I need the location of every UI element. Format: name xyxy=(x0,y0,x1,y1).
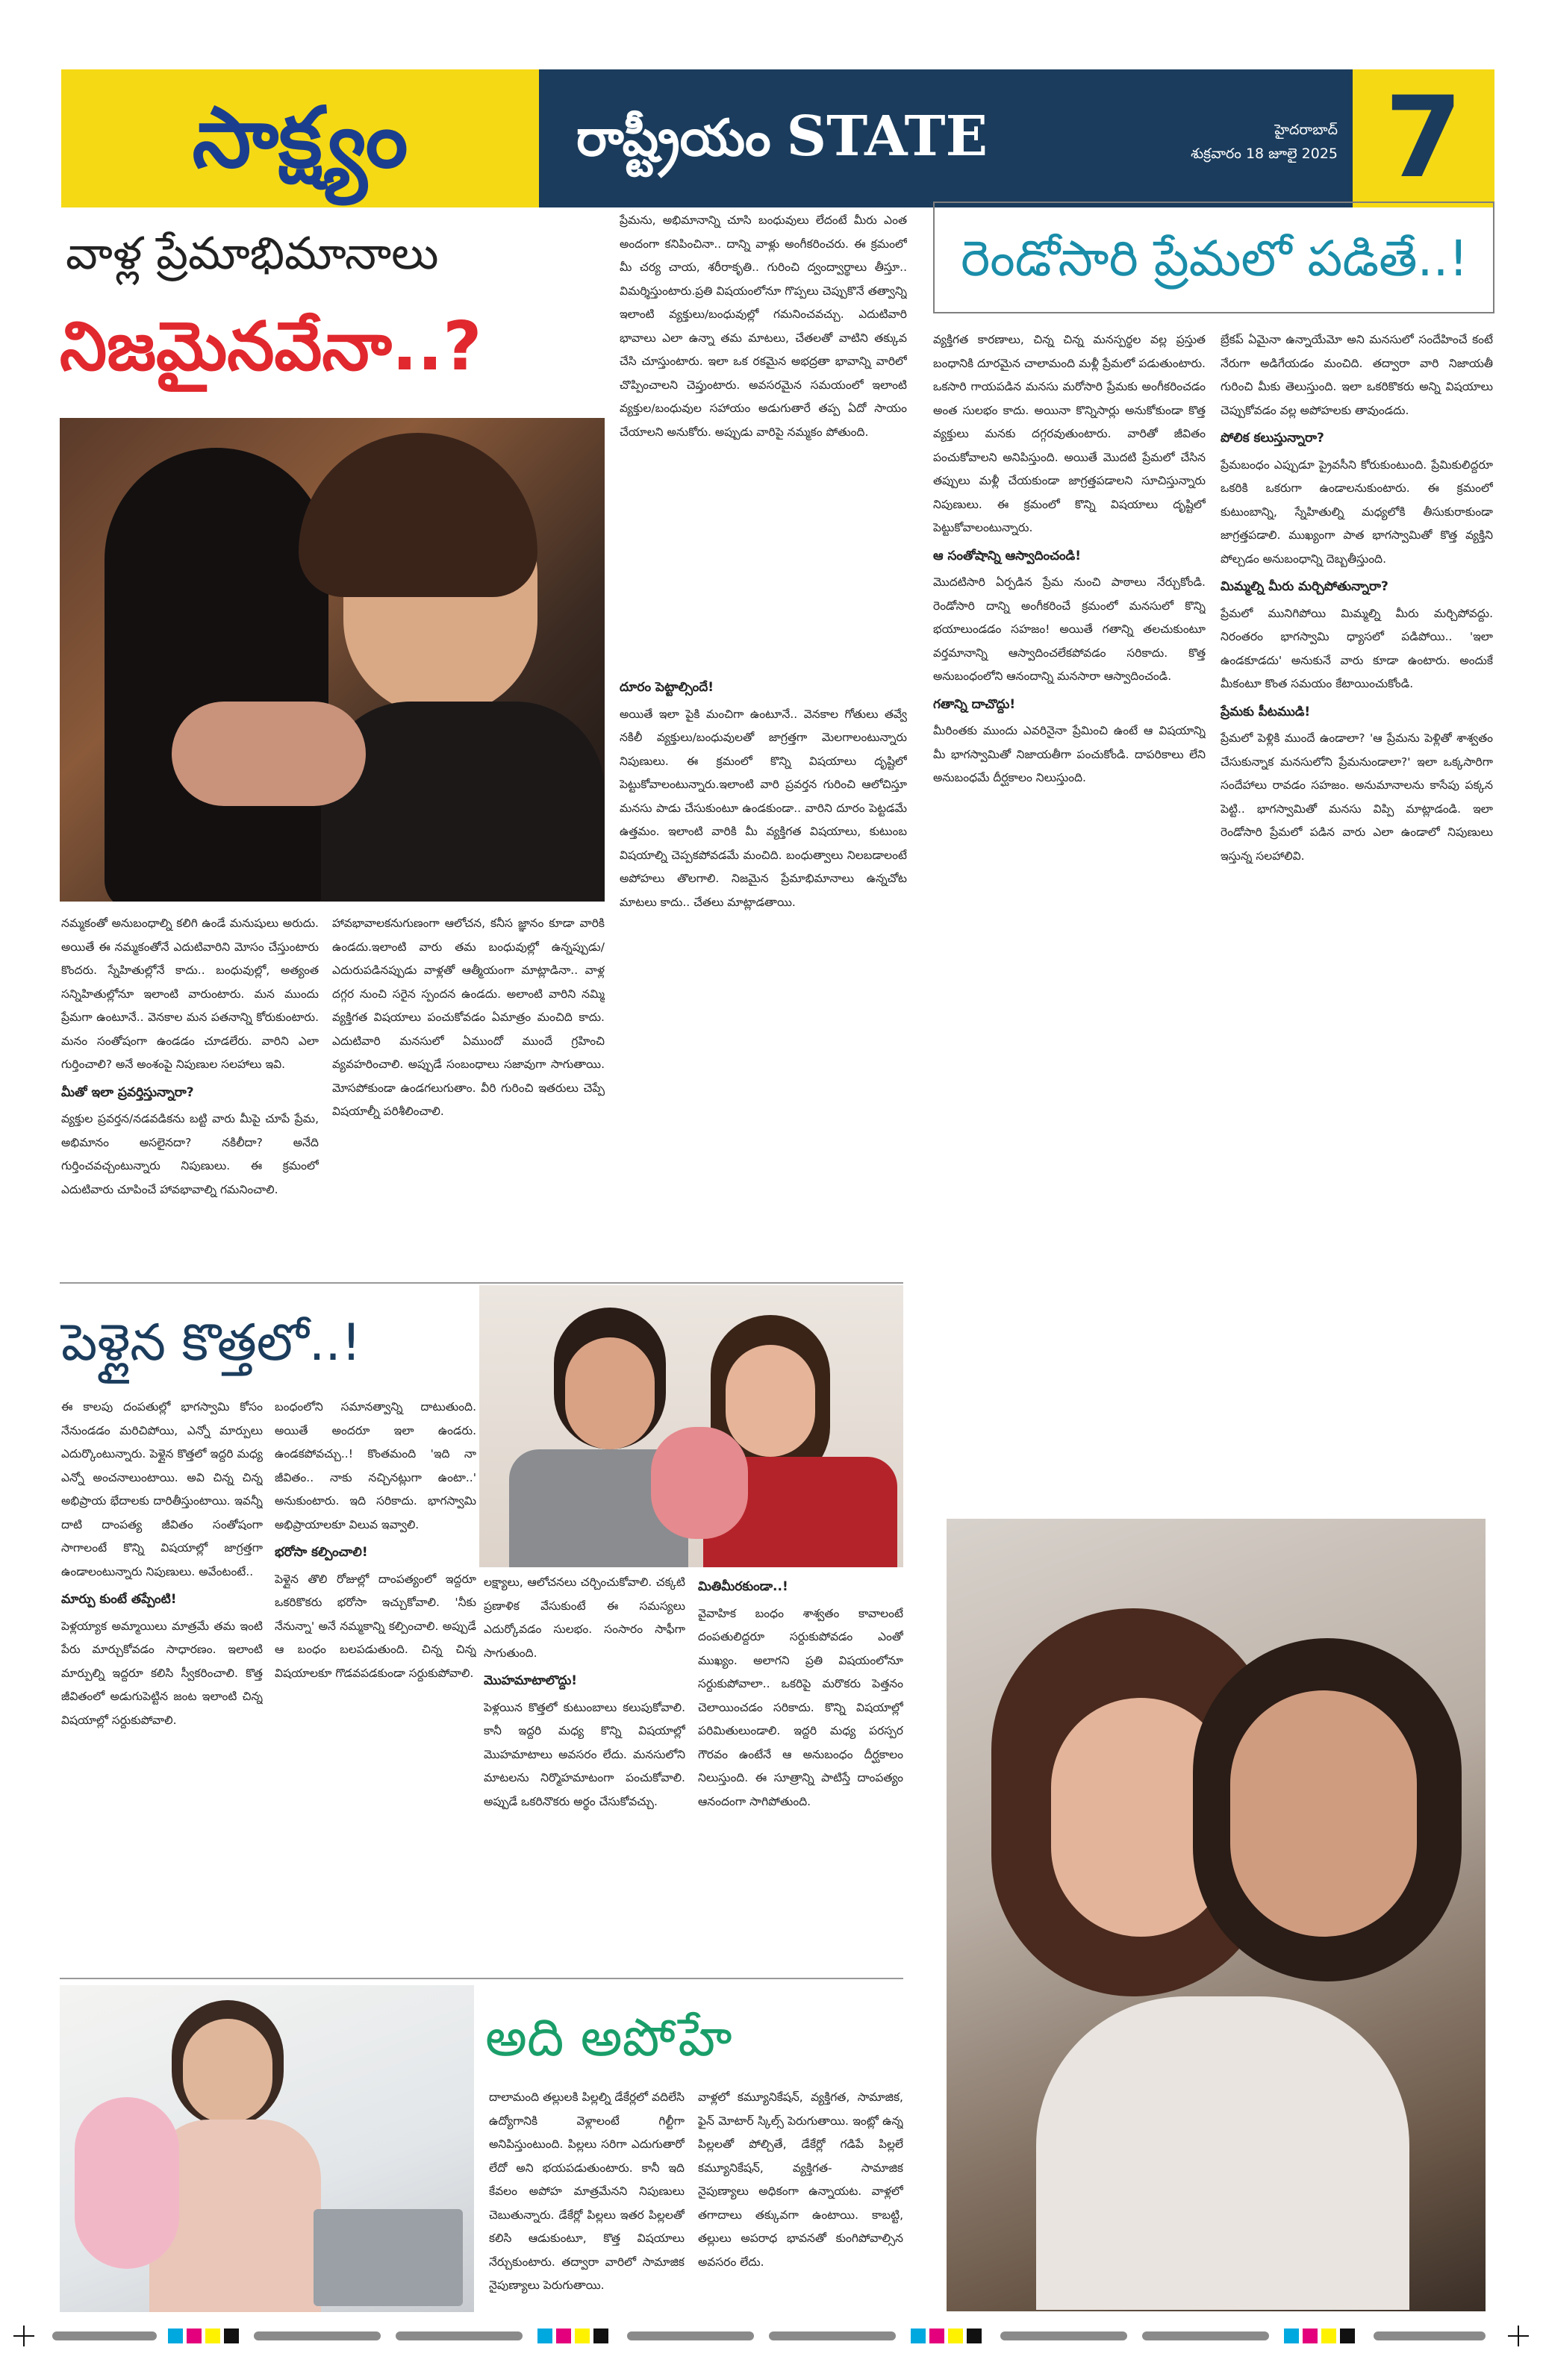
section-title-english: STATE xyxy=(786,104,988,169)
article1-subheading-behaviour: మీతో ఇలా ప్రవర్తిస్తున్నారా? xyxy=(61,1084,194,1100)
article2-subheading-enjoy: ఆ సంతోషాన్ని ఆస్వాదించండి! xyxy=(933,548,1081,563)
article4-col1: దాలామంది తల్లులకి పిల్లల్ని డేకేర్లలో వదిలేసి ఉద్యోగానికి వెళ్లాలంటే గిల్టీగా అనిపిస్తుంటుంది. పిల్లలు సరిగా ఎదుగుతారో లేదో అని భయపడుతుంటారు. కానీ ఇది కేవలం అపోహ మాత్రమేనని నిపుణులు చెబుతున్నారు. డేకేర్లో పిల్లలు ఇతర పిల్లలతో కలిసి ఆడుకుంటూ, కొత్త విషయాలు నేర్చుకుంటారు. తద్వారా వారిలో సామాజిక నైపుణ్యాలు పెరుగుతాయి. xyxy=(489,2090,685,2292)
page-number-box xyxy=(1353,69,1494,207)
article1-col4: హావభావాలకనుగుణంగా ఆలోచన, కనీస జ్ఞానం కూడా వారికి ఉండదు.ఇలాంటి వారు తమ బంధువుల్లో ఉన్నప్పుడు/ఎదురుపడినప్పుడు వాళ్లతో ఆత్మీయంగా మాట్లాడినా.. వాళ్ల దగ్గర నుంచి సరైన స్పందన ఉండదు. అలాంటి వారిని నమ్మి వ్యక్తిగత విషయాలు పంచుకోవడం ఏమాత్రం మంచిది కాదు. ఎదుటివారి మనసులో ఏముందో ముందే గ్రహించి వ్యవహరించాలి. అప్పుడే సంబంధాలు సజావుగా సాగుతాయి. మోసపోకుండా ఉండగలుగుతాం. వీరి గురించి ఇతరులు చెప్పే విషయాల్నీ పరిశీలించాలి. xyxy=(332,916,605,1118)
article1-kicker: వాళ్ల ప్రేమాభిమానాలు xyxy=(66,228,439,280)
logo-box xyxy=(61,69,539,207)
city: హైదరాబాద్ xyxy=(1274,122,1338,138)
article2-photo-couple xyxy=(947,1519,1486,2311)
article1-headline: నిజమైనవేనా..? xyxy=(60,307,482,386)
article3-photo-piggy-bank xyxy=(479,1285,903,1567)
article4-photo-mother-baby xyxy=(60,1985,474,2312)
article3-headline: పెళ్లైన కొత్తలో..! xyxy=(61,1314,362,1372)
article3-subheading-change: మార్పు కుంటే తప్పేంటి! xyxy=(61,1592,177,1607)
masthead xyxy=(61,69,1494,207)
section-title xyxy=(576,92,988,181)
article3-col4: మితిమీరకుండా..! వైవాహిక బంధం శాశ్వతం కావాలంటే దంపతులిద్దరూ సర్దుకుపోవడం ఎంతో ముఖ్యం. అలాగని ప్రతి విషయంలోనూ సర్దుకుపోవాలా.. ఒకరిపై మరొకరు పెత్తనం చెలాయించడం సరికాదు. కొన్ని విషయాల్లో పరిమితులుండాలి. ఇద్దరి మధ్య పరస్పర గౌరవం ఉంటేనే ఆ అనుబంధం దీర్ఘకాలం నిలుస్తుంది. ఈ సూత్రాన్ని పాటిస్తే దాంపత్యం ఆనందంగా సాగిపోతుంది. xyxy=(698,1571,903,1970)
divider-article4-top xyxy=(60,1978,903,1979)
article4-col2: వాళ్లలో కమ్యూనికేషన్, వ్యక్తిగత, సామాజిక, ఫైన్ మోటార్ స్కిల్స్ పెరుగుతాయి. ఇంట్లో ఉన్న పిల్లలతో పోల్చితే, డేకేర్లో గడిపే పిల్లలే కమ్యూనికేషన్, వ్యక్తిగత- సామాజిక నైపుణ్యాలు అధికంగా ఉన్నాయట. వాళ్లలో తగాదాలు తక్కువగా ఉంటాయి. కాబట్టి, తల్లులు అపరాధ భావనతో కుంగిపోవాల్సిన అవసరం లేదు. xyxy=(698,2090,903,2269)
article2-col1: వ్యక్తిగత కారణాలు, చిన్న చిన్న మనస్పర్థల వల్ల ప్రస్తుత బంధానికి దూరమైన చాలామంది మళ్లీ ప్రేమలో పడుతుంటారు. ఒకసారి గాయపడిన మనసు మరోసారి ప్రేమకు అంగీకరించడం అంత సులభం కాదు. అయినా కొన్నిసార్లు అనుకోకుండా కొత్త వ్యక్తులు మనకు దగ్గరవుతుంటారు. వారితో జీవితం పంచుకోవాలని అనిపిస్తుంది. అయితే మొదటి ప్రేమలో చేసిన తప్పులు మళ్లీ చేయకుండా జాగ్రత్తపడాలని సూచిస్తున్నారు నిపుణులు. ఈ క్రమంలో కొన్ని విషయాలు దృష్టిలో పెట్టుకోవాలంటున్నారు. ఆ సంతోషాన్ని ఆస్వాదించండి! మొదటిసారి ఏర్పడిన ప్రేమ నుంచి పాఠాలు నేర్చుకోండి. రెండోసారి దాన్ని అంగీకరించే క్రమంలో మనసులో కొన్ని భయాలుండడం సహజం! అయితే గతాన్ని తలచుకుంటూ వర్తమానాన్ని ఆస్వాదించలేకపోవడం సరికాదు. కొత్త అనుబంధంలోని ఆనందాన్ని మనసారా ఆస్వాదించండి. గతాన్ని దాచొద్దు! మీరింతకు ముందు ఎవరినైనా ప్రేమించి ఉంటే ఆ విషయాన్ని మీ భాగస్వామితో నిజాయతీగా పంచుకోండి. దాపరికాలు లేని అనుబంధమే దీర్ఘకాలం నిలుస్తుంది. xyxy=(933,333,1206,784)
article2-subheading-knot: ప్రేమకు పీటముడి! xyxy=(1221,704,1311,719)
article4-headline: అది అపోహే xyxy=(485,2007,732,2068)
article2-headline: రెండోసారి ప్రేమలో పడితే..! xyxy=(961,230,1468,287)
article3-col1: ఈ కాలపు దంపతుల్లో భాగస్వామి కోసం నేనుండడం మరిచిపోయి, ఎన్నో మార్పులు ఎదుర్కొంటున్నారు. పెళ్లైన కొత్తలో ఇద్దరి మధ్య ఎన్నో అంచనాలుంటాయి. అవి చిన్న చిన్న అభిప్రాయ భేదాలకు దారితీస్తుంటాయి. ఇవన్నీ దాటి దాంపత్య జీవితం సంతోషంగా సాగాలంటే కొన్ని విషయాల్లో జాగ్రత్తగా ఉండాలంటున్నారు నిపుణులు. అవేంటంటే.. మార్పు కుంటే తప్పేంటి! పెళ్లయ్యాక అమ్మాయిలు మాత్రమే తమ ఇంటి పేరు మార్చుకోవడం సాధారణం. ఇలాంటి మార్పుల్ని ఇద్దరూ కలిసి స్వీకరించాలి. కొత్త జీవితంలో అడుగుపెట్టిన జంట ఇలాంటి చిన్న విషయాల్లో సర్దుకుపోవాలి. xyxy=(61,1400,263,1727)
article3-subheading-assurance: భరోసా కల్పించాలి! xyxy=(275,1545,368,1560)
article1-col1: ప్రేమను, అభిమానాన్ని చూసి బంధువులు లేదంటే మీరు ఎంత అందంగా కనిపించినా.. దాన్ని వాళ్లు అంగీకరించరు. ఈ క్రమంలో మీ చర్య చాయ, శరీరాకృతి.. గురించి ద్వంద్వార్థాలు తీస్తూ.. విమర్శిస్తుంటారు.ప్రతి విషయంలోనూ గొప్పలు చెప్పుకొనే తత్వాన్ని ఇలాంటి వ్యక్తులు/బంధువుల్లో గమనించవచ్చు. ఎదుటివారి భావాలు ఎలా ఉన్నా తమ మాటలు, చేతలతో వాటిని తక్కువ చేసి చూస్తుంటారు. ఇలా ఒక రకమైన అభద్రతా భావాన్ని వారిలో చొప్పించాలని చెప్తుంటారు. అవసరమైన సమయంలో ఇలాంటి వ్యక్తుల/బంధువుల సహాయం అడుగుతారే తప్ప ఏదో సాయం చేయాలని అనుకోరు. అప్పుడు వారిపై నమ్మకం పోతుంది. xyxy=(620,213,907,439)
section-title-telugu: రాష్ట్రీయం xyxy=(576,109,771,168)
date: శుక్రవారం 18 జూలై 2025 xyxy=(1191,146,1338,162)
divider-article3-top xyxy=(60,1282,903,1284)
article1-col3: నమ్మకంతో అనుబంధాల్ని కలిగి ఉండే మనుషులు అరుదు. అయితే ఈ నమ్మకంతోనే ఎదుటివారిని మోసం చేస్తుంటారు కొందరు. స్నేహితుల్లోనే కాదు.. బంధువుల్లో, అత్యంత సన్నిహితుల్లోనూ ఇలాంటి వారుంటారు. మన ముందు ప్రేమగా ఉంటూనే.. వెనకాల మన పతనాన్ని కోరుకుంటారు. మనం సంతోషంగా ఉండడం చూడలేరు. వారిని ఎలా గుర్తించాలి? అనే అంశంపై నిపుణుల సలహాలు ఇవి. మీతో ఇలా ప్రవర్తిస్తున్నారా? వ్యక్తుల ప్రవర్తన/నడవడికను బట్టి వారు మీపై చూపే ప్రేమ, అభిమానం అసలైనదా? నకిలీదా? అనేది గుర్తించవచ్చంటున్నారు నిపుణులు. ఈ క్రమంలో ఎదుటివారు చూపించే హావభావాల్ని గమనించాలి. xyxy=(61,916,319,1196)
article2-col2: బ్రేకప్ ఏమైనా ఉన్నాయేమో అని మనసులో సందేహించే కంటే నేరుగా అడిగేయడం మంచిది. తద్వారా వారి నిజాయతీ గురించి మీకు తెలుస్తుంది. ఇలా ఒకరికొకరు అన్ని విషయాలు చెప్పుకోవడం వల్ల అపోహలకు తావుండదు. పోలిక కలుస్తున్నారా? ప్రేమబంధం ఎప్పుడూ ప్రైవసీని కోరుకుంటుంది. ప్రేమికులిద్దరూ ఒకరికి ఒకరుగా ఉండాలనుకుంటారు. ఈ క్రమంలో కుటుంబాన్ని, స్నేహితుల్ని మధ్యలోకి తీసుకురాకుండా జాగ్రత్తపడాలి. ముఖ్యంగా పాత భాగస్వామితో కొత్త వ్యక్తిని పోల్చడం అనుబంధాన్ని దెబ్బతీస్తుంది. మిమ్మల్ని మీరు మర్చిపోతున్నారా? ప్రేమలో మునిగిపోయి మిమ్మల్ని మీరు మర్చిపోవద్దు. నిరంతరం భాగస్వామి ధ్యాసలో పడిపోయి.. 'ఇలా ఉండకూడదు' అనుకునే వారు కూడా ఉంటారు. అందుకే మీకంటూ కొంత సమయం కేటాయించుకోండి. ప్రేమకు పీటముడి! ప్రేమలో పెళ్లికి ముందే ఉండాలా? 'ఆ ప్రేమను పెళ్లితో శాశ్వతం చేసుకున్నాక మనసులోని ప్రేమనుండాలా?' ఇలా ఒక్కసారిగా సందేహాలు రావడం సహజం. అనుమానాలను కాసేపు పక్కన పెట్టి.. భాగస్వామితో మనసు విప్పి మాట్లాడండి. ఇలా రెండోసారి ప్రేమలో పడిన వారు ఎలా ఉండాలో నిపుణులు ఇస్తున్న సలహాలివి. xyxy=(1221,333,1493,863)
article3-subheading-hesitation: మొహమాటాలొద్దు! xyxy=(484,1673,577,1688)
article1-subheading-distance: దూరం పెట్టాల్సిందే! xyxy=(620,680,714,695)
page-number: 7 xyxy=(1384,73,1463,203)
logo[interactable]: సాక్ష్యం xyxy=(192,90,408,187)
article2-headline-box xyxy=(933,202,1494,313)
crosshair-left-icon xyxy=(13,2326,34,2346)
crosshair-right-icon xyxy=(1508,2326,1529,2346)
article3-col2: బంధంలోని సమానత్వాన్ని దాటుతుంది. అయితే అందరూ ఇలా ఉండరు. ఉండకపోవచ్చు..! కొంతమంది 'ఇది నా జీవితం.. నాకు నచ్చినట్లుగా ఉంటా..' అనుకుంటారు. ఇది సరికాదు. భాగస్వామి అభిప్రాయాలకూ విలువ ఇవ్వాలి. భరోసా కల్పించాలి! పెళ్లైన తొలి రోజుల్లో దాంపత్యంలో ఇద్దరూ ఒకరికొకరు భరోసా ఇచ్చుకోవాలి. 'నీకు నేనున్నా' అనే నమ్మకాన్ని కల్పించాలి. అప్పుడే ఆ బంధం బలపడుతుంది. చిన్న చిన్న విషయాలకూ గొడవపడకుండా సర్దుకుపోవాలి. xyxy=(275,1400,476,1680)
article2-subheading-past: గతాన్ని దాచొద్దు! xyxy=(933,696,1016,712)
header-bar xyxy=(539,69,1494,207)
registration-strip xyxy=(0,2321,1543,2351)
article3-subheading-limits: మితిమీరకుండా..! xyxy=(698,1579,788,1594)
article1-col2: దూరం పెట్టాల్సిందే! అయితే ఇలా పైకి మంచిగా ఉంటూనే.. వెనకాల గోతులు తవ్వే నకిలీ వ్యక్తులు/బంధువులతో జాగ్రత్తగా మెలగాలంటున్నారు నిపుణులు. ఈ క్రమంలో కొన్ని విషయాలు దృష్టిలో పెట్టుకోవాలంటున్నారు.ఇలాంటి వారి ప్రవర్తన గురించి ఆలోచిస్తూ మనసు పాడు చేసుకుంటూ ఉండకుండా.. వారిని దూరం పెట్టడమే ఉత్తమం. ఇలాంటి వారికి మీ వ్యక్తిగత విషయాలు, కుటుంబ విషయాల్ని చెప్పకపోవడమే మంచిది. బంధుత్వాలు నిలబడాలంటే అపోహలు తొలగాలి. నిజమైన ప్రేమాభిమానాలు ఉన్నచోట మాటలు కాదు.. చేతలు మాట్లాడతాయి. xyxy=(620,672,907,1276)
article2-subheading-self: మిమ్మల్ని మీరు మర్చిపోతున్నారా? xyxy=(1221,579,1388,594)
article3-col3: లక్ష్యాలు, ఆలోచనలు చర్చించుకోవాలి. చక్కటి ప్రణాళిక వేసుకుంటే ఈ సమస్యలు ఎదుర్కోవడం సులభం. సంసారం సాఫీగా సాగుతుంది. మొహమాటాలొద్దు! పెళ్లయిన కొత్తలో కుటుంబాలు కలుపుకోవాలి. కానీ ఇద్దరి మధ్య కొన్ని విషయాల్లో మొహమాటాలు అవసరం లేదు. మనసులోని మాటలను నిర్మొహమాటంగా పంచుకోవాలి. అప్పుడే ఒకరినొకరు అర్థం చేసుకోవచ్చు. xyxy=(484,1575,685,1808)
article1-photo-hug xyxy=(60,418,605,902)
article2-subheading-compare: పోలిక కలుస్తున్నారా? xyxy=(1221,431,1324,446)
